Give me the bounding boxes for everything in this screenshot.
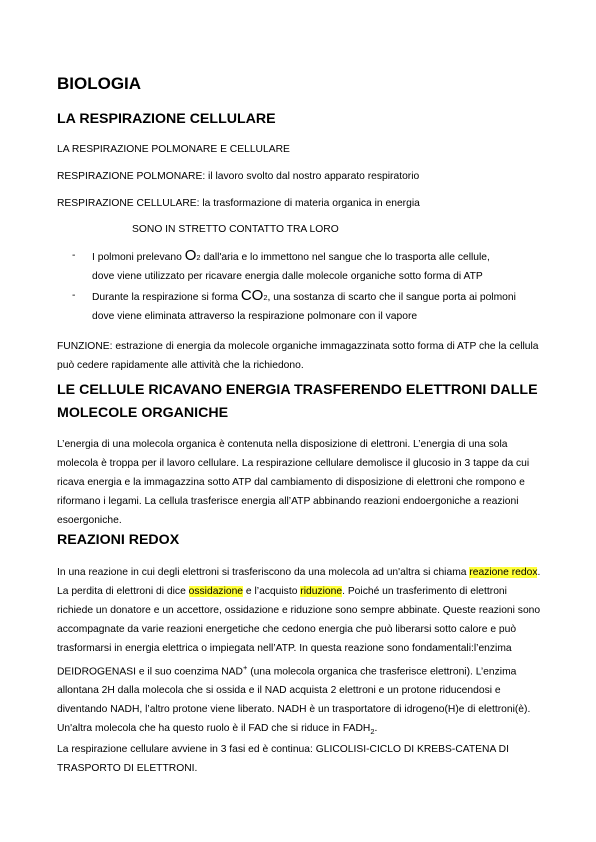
paragraph-text: L’energia di una molecola organica è contenuta nella disposizione di elettroni. L’energia di una sola molecola è troppa per il lavoro cellulare. La respirazione cellulare demolisce il glucosio in 3 tappe da cui ricava energia e la immagazzina sotto ATP dal cambiamento di disposizione di elettroni che rompono e riformano i legami. La cellula trasferisce energia all’ATP abbinando reazioni endoergoniche a reazioni esoergoniche. <box>57 439 530 526</box>
bullet-continuation: dove viene utilizzato per ricavare energia dalle molecole organiche sotto forma di ATP <box>92 271 483 282</box>
formula-subscript: 2 <box>263 293 268 302</box>
fasi-paragraph <box>57 740 543 778</box>
bullet-list <box>72 246 544 326</box>
paragraph-text: La respirazione cellulare avviene in 3 fasi ed è continua: GLICOLISI-CICLO DI KREBS-CATENA DI TRASPORTO DI ELETTRONI. <box>57 744 509 774</box>
energia-paragraph <box>57 435 543 530</box>
redox-paragraph <box>57 563 543 741</box>
bullet-dash: - <box>72 250 76 261</box>
highlight-riduzione: riduzione <box>300 586 343 597</box>
highlight-ossidazione: ossidazione <box>188 586 244 597</box>
text-run: e l’acquisto <box>243 586 301 597</box>
section-heading-redox: REAZIONI REDOX <box>57 532 180 548</box>
list-item <box>72 286 544 326</box>
bullet-dash: - <box>72 290 76 301</box>
text-line: RESPIRAZIONE POLMONARE: il lavoro svolto dal nostro apparato respiratorio <box>57 171 420 182</box>
section-heading-respirazione: LA RESPIRAZIONE CELLULARE <box>57 111 276 127</box>
text-line: LA RESPIRAZIONE POLMONARE E CELLULARE <box>57 144 290 155</box>
text-run: . Poiché un trasferimento di elettroni richiede un donatore e un accettore, ossidazione e riduzione sono sempre abbinate. Queste reazioni sono accompagnate da varie reazioni energetiche che cedono energia che può liberarsi sotto calore e può trasformarsi in energia elettrica o impiegata nell’ATP. In questa reazione sono fondamentali:l’enzima DEIDROGENASI e il suo coenzima NAD <box>57 586 541 678</box>
subscript-2: 2 <box>370 727 375 737</box>
bullet-text: , una sostanza di scarto che il sangue porta ai polmoni <box>267 292 516 303</box>
document-title: BIOLOGIA <box>57 74 142 93</box>
heading-line: MOLECOLE ORGANICHE <box>57 405 229 421</box>
highlight-reazione-redox: reazione redox <box>469 567 538 578</box>
formula-co2: CO <box>240 287 264 304</box>
text-run: In una reazione in cui degli elettroni si trasferiscono da una molecola ad un'altra si chiama <box>57 567 470 578</box>
bullet-text: dall'aria e lo immettono nel sangue che lo trasporta alle cellule, <box>200 252 490 263</box>
list-item <box>72 246 544 286</box>
text-line: RESPIRAZIONE CELLULARE: la trasformazione di materia organica in energia <box>57 198 420 209</box>
section-heading-cellule <box>57 382 538 421</box>
text-run: . <box>374 723 378 735</box>
paragraph-text <box>57 563 543 741</box>
formula-subscript: 2 <box>196 253 201 262</box>
text-run: . La perdita di elettroni di dice <box>57 567 541 597</box>
funzione-paragraph <box>57 337 543 375</box>
centered-note: SONO IN STRETTO CONTATTO TRA LORO <box>132 224 339 235</box>
text-run: (una molecola organica che trasferisce elettroni). L’enzima allontana 2H dalla molecola che si ossida e il NAD acquista 2 elettroni e un protone riducendosi e diventando NADH, l’altro protone viene liberato. NADH è un trasportatore di idrogeno(H)e di elettroni(è). Un'altra molecola che ha questo ruolo è il FAD che si riduce in FADH <box>57 666 531 735</box>
bullet-continuation: dove viene eliminata attraverso la respirazione polmonare con il vapore <box>92 311 418 322</box>
paragraph-text: FUNZIONE: estrazione di energia da molecole organiche immagazzinata sotto forma di ATP che la cellula può cedere rapidamente alle attività che la richiedono. <box>57 341 539 371</box>
formula-o2: O <box>184 247 197 264</box>
bullet-text: Durante la respirazione si forma <box>92 292 241 303</box>
superscript-plus: + <box>242 663 248 672</box>
heading-line: LE CELLULE RICAVANO ENERGIA TRASFERENDO ELETTRONI DALLE <box>57 382 538 398</box>
bullet-text: I polmoni prelevano <box>92 252 185 263</box>
